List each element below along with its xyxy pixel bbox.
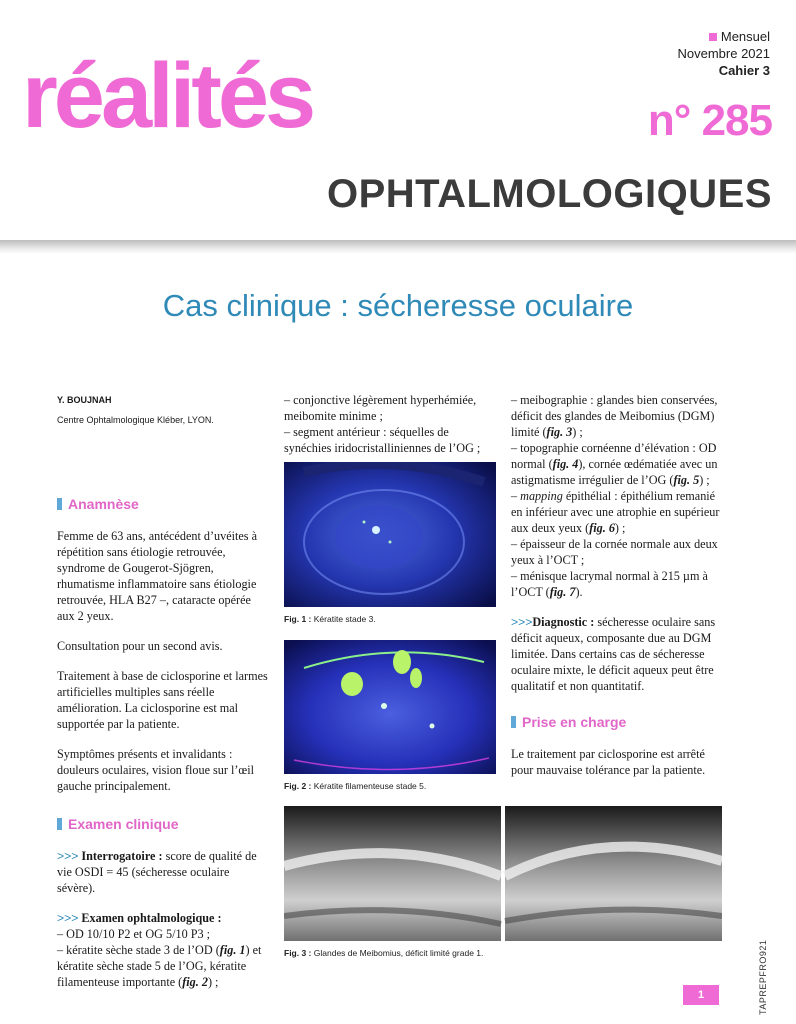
figure-3-caption: Fig. 3 : Glandes de Meibomius, déficit limité grade 1. [284,948,484,958]
section-marker-icon [511,716,516,728]
magazine-subject: OPHTALMOLOGIQUES [326,172,772,216]
section-heading-examen: Examen clinique [57,816,269,832]
arrows-icon: >>> [57,849,79,863]
list-item: – topographie cornéenne d’élévation : OD normal (fig. 4), cornée œdématiée avec un astigmatisme irrégulier de l’OG (fig. 5) ; [511,441,718,487]
arrows-icon: >>> [511,615,533,629]
list-item: – conjonctive légèrement hyperhémiée, meibomite minime ; [284,393,477,423]
page-number: 1 [683,985,719,1005]
header-divider [0,240,796,254]
list-item: – ménisque lacrymal normal à 215 µm à l’OCT (fig. 7). [511,569,708,599]
document-code: TAPREPFRO921 [758,939,768,1015]
cahier-label: Cahier 3 [718,63,770,78]
figure-3-image [284,806,722,941]
arrows-icon: >>> [57,911,79,925]
paragraph: Femme de 63 ans, antécédent d’uvéites à répétition sans étiologie retrouvée, syndrome de Gougerot-Sjögren, rhumatisme inflammatoire sans étiologie retrouvée, HLA B27 –, cataracte opérée aux 2 yeux. [57,529,258,623]
paragraph: >>>Diagnostic : sécheresse oculaire sans déficit aqueux, composante due au DGM limitée. Dans certains cas de sécheresse oculaire mixte, le déficit aqueux peut être qualitatif et non quantitatif. [511,615,716,693]
paragraph: Le traitement par ciclosporine est arrêté pour mauvaise tolérance par la patiente. [511,747,706,777]
column-3 [511,392,722,792]
issue-number: n° 285 [647,96,772,145]
column-1 [57,392,269,990]
article-title: Cas clinique : sécheresse oculaire [162,288,634,323]
figure-2-image [284,640,496,774]
paragraph: Traitement à base de ciclosporine et larmes artificielles multiples sans réelle amélioration. La ciclosporine est mal supportée par la patiente. [57,669,268,731]
frequency: Mensuel [720,29,770,44]
list-item: – OD 10/10 P2 et OG 5/10 P3 ; [57,927,211,941]
list-item: – mapping épithélial : épithélium remanié en inférieur avec une atrophie en supérieur aux deux yeux (fig. 6) ; [511,489,720,535]
figure-1-caption: Fig. 1 : Kératite stade 3. [284,614,376,624]
section-heading-prise-en-charge: Prise en charge [511,714,722,730]
list-item: – meibographie : glandes bien conservées, déficit des glandes de Meibomius (DGM) limité (fig. 3) ; [511,393,718,439]
paragraph: >>> Examen ophtalmologique : [57,911,222,925]
issue-date: Novembre 2021 [677,46,770,61]
author-name: Y. BOUJNAH [57,395,112,405]
paragraph: >>> Interrogatoire : score de qualité de vie OSDI = 45 (sécheresse oculaire sévère). [57,849,257,895]
paragraph: Consultation pour un second avis. [57,639,223,653]
paragraph: Symptômes présents et invalidants : douleurs oculaires, vision floue sur l’œil gauche principalement. [57,747,254,793]
issue-meta [678,28,771,79]
figure-2-caption: Fig. 2 : Kératite filamenteuse stade 5. [284,781,427,791]
list-item: – épaisseur de la cornée normale aux deux yeux à l’OCT ; [511,537,718,567]
author-affiliation: Centre Ophtalmologique Kléber, LYON. [57,415,214,425]
section-marker-icon [57,498,62,510]
square-bullet-icon [709,33,717,41]
magazine-logo: réalités [22,45,313,147]
list-item: – kératite sèche stade 3 de l’OD (fig. 1) et kératite sèche stade 5 de l’OG, kératite filamenteuse importante (fig. 2) ; [57,943,262,989]
section-marker-icon [57,818,62,830]
list-item: – segment antérieur : séquelles de synéchies iridocristalliniennes de l’OG ; [284,425,481,455]
section-heading-anamnese: Anamnèse [57,496,269,512]
column-2 [284,392,496,456]
figure-1-image [284,462,496,607]
